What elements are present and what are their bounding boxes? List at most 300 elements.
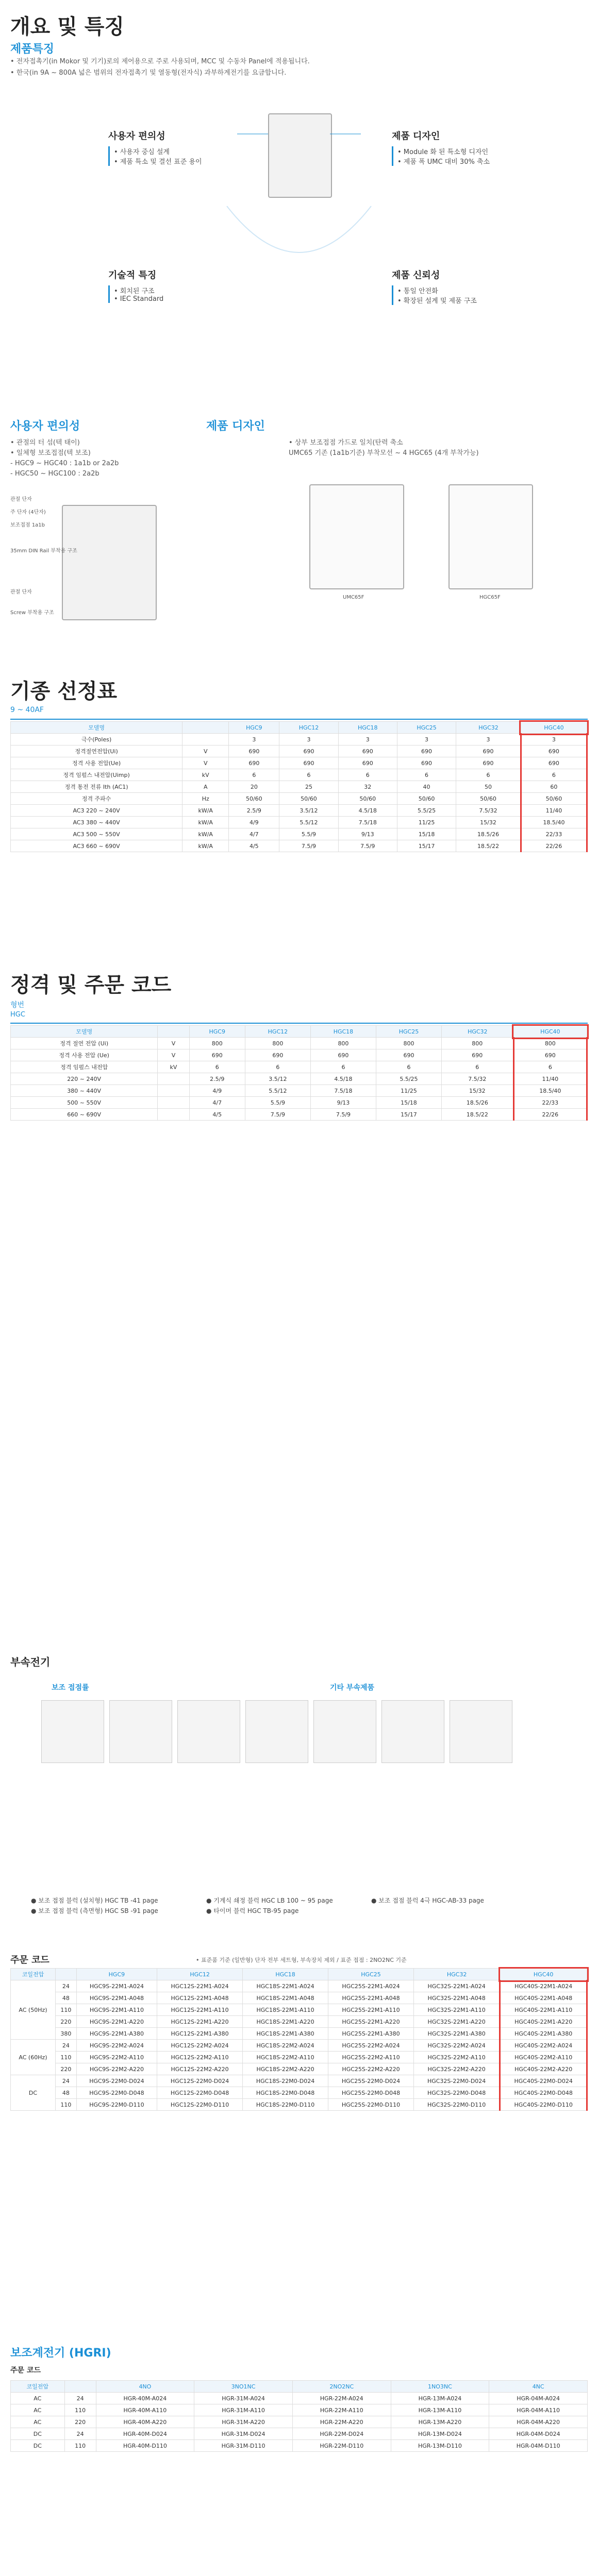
table-cell: 정격 통전 전류 Ith (AC1) xyxy=(11,781,182,793)
accessory-legend: ● 타이머 블럭 HGC TB-95 page xyxy=(206,1907,299,1914)
accessory-item xyxy=(109,1700,172,1763)
table-header-row xyxy=(11,2381,588,2393)
usability-label: 35mm DIN Rail 부착용 구조 xyxy=(10,548,77,554)
table-cell: HGC12S-22M2-A110 xyxy=(157,2052,243,2063)
hgc65-caption: HGC65F xyxy=(479,595,501,600)
table-cell: 110 xyxy=(64,2404,96,2416)
selection-table-title: 기종 선정표 xyxy=(10,680,118,703)
table-cell: 20 xyxy=(229,781,279,793)
table-cell: 22/26 xyxy=(521,840,587,852)
group-cell: AC (50Hz) xyxy=(11,1980,56,2040)
design-title: 제품 디자인 xyxy=(206,420,265,433)
feature-usability xyxy=(108,129,222,166)
table-cell: 3 xyxy=(229,734,279,745)
table-cell: HGC9S-22M1-A024 xyxy=(76,1980,157,1992)
table-row xyxy=(11,1085,587,1097)
table-cell: V xyxy=(182,745,229,757)
table-cell: Hz xyxy=(182,793,229,805)
table-cell: 6 xyxy=(310,1061,376,1073)
table-row xyxy=(11,2393,588,2404)
table-cell: 2.5/9 xyxy=(229,805,279,817)
usability-label: 관절 단자 xyxy=(10,589,32,595)
accessory-item xyxy=(381,1700,444,1763)
table-cell: V xyxy=(182,757,229,769)
table-cell: HGC32S-22M2-A110 xyxy=(413,2052,500,2063)
table-cell: 정격 사용 전압 (Ue) xyxy=(11,1049,158,1061)
order-code-table xyxy=(10,1968,588,2111)
table-row xyxy=(11,734,587,745)
table-row xyxy=(11,745,587,757)
table-cell: 690 xyxy=(513,1049,587,1061)
table-cell: HGR-13M-A110 xyxy=(391,2404,489,2416)
table-row xyxy=(11,1049,587,1061)
table-cell: 5.5/12 xyxy=(245,1085,310,1097)
table-header: HGC25 xyxy=(376,1026,441,1038)
rating-model: HGC xyxy=(10,1011,25,1019)
table-cell: HGR-13M-D024 xyxy=(391,2428,489,2440)
table-cell: 6 xyxy=(338,769,397,781)
feature-reliability xyxy=(392,268,505,305)
table-cell: 220 xyxy=(55,2016,76,2028)
table-cell: HGC25S-22M0-D024 xyxy=(328,2075,414,2087)
usability-item: - HGC50 ~ HGC100 : 2a2b xyxy=(10,470,99,478)
table-cell: 690 xyxy=(397,757,456,769)
accessory-legend: ● 기계식 쇄정 블럭 HGC LB 100 ~ 95 page xyxy=(206,1897,333,1904)
table-cell: 690 xyxy=(456,745,521,757)
group-cell: AC (60Hz) xyxy=(11,2040,56,2075)
table-cell: 50/60 xyxy=(521,793,587,805)
table-cell: 4/7 xyxy=(189,1097,245,1109)
table-cell: 18.5/22 xyxy=(456,840,521,852)
table-header: 1NO3NC xyxy=(391,2381,489,2393)
table-cell: AC3 500 ~ 550V xyxy=(11,828,182,840)
table-cell: HGC32S-22M2-A024 xyxy=(413,2040,500,2052)
table-cell: 4/5 xyxy=(189,1109,245,1121)
table-cell: HGC12S-22M1-A024 xyxy=(157,1980,243,1992)
table-cell: 7.5/9 xyxy=(279,840,338,852)
table-cell: HGC25S-22M2-A024 xyxy=(328,2040,414,2052)
table-cell: 15/17 xyxy=(376,1109,441,1121)
table-cell: 690 xyxy=(310,1049,376,1061)
feature-technical-item: • IEC Standard xyxy=(114,295,164,303)
table-cell: 690 xyxy=(245,1049,310,1061)
table-cell: 500 ~ 550V xyxy=(11,1097,158,1109)
table-cell: 660 ~ 690V xyxy=(11,1109,158,1121)
table-cell: HGC40S-22M1-A024 xyxy=(500,1980,587,1992)
table-row xyxy=(11,2016,587,2028)
table-cell: HGC18S-22M2-A110 xyxy=(243,2052,328,2063)
table-cell: 3 xyxy=(456,734,521,745)
table-cell: HGC32S-22M1-A024 xyxy=(413,1980,500,1992)
table-cell: A xyxy=(182,781,229,793)
table-cell: 800 xyxy=(245,1038,310,1049)
table-cell: HGC18S-22M1-A380 xyxy=(243,2028,328,2040)
table-cell: 6 xyxy=(189,1061,245,1073)
usability-label: 관절 단자 xyxy=(10,497,32,502)
table-cell: HGR-13M-D110 xyxy=(391,2440,489,2452)
table-cell xyxy=(158,1073,189,1085)
table-row xyxy=(11,2428,588,2440)
table-cell: 4/5 xyxy=(229,840,279,852)
feature-reliability-item: • 확장된 설계 및 제품 구조 xyxy=(397,297,477,305)
table-cell: 24 xyxy=(64,2393,96,2404)
table-row xyxy=(11,2440,588,2452)
table-cell: HGR-31M-D110 xyxy=(194,2440,293,2452)
table-cell: 9/13 xyxy=(338,828,397,840)
group-cell: DC xyxy=(11,2075,56,2111)
table-cell: HGR-13M-A024 xyxy=(391,2393,489,2404)
table-cell: HGC12S-22M1-A380 xyxy=(157,2028,243,2040)
table-cell: 5.5/9 xyxy=(279,828,338,840)
table-cell: HGR-31M-A024 xyxy=(194,2393,293,2404)
table-cell: HGC32S-22M0-D110 xyxy=(413,2099,500,2111)
table-cell: HGC9S-22M2-A024 xyxy=(76,2040,157,2052)
table-cell: 110 xyxy=(55,2052,76,2063)
table-row xyxy=(11,805,587,817)
overview-desc1: • 전자접촉기(in Mokor 및 기기)로의 제어용으로 주로 사용되며, MCC 및 수동차 Panel에 적용됩니다. xyxy=(10,58,310,65)
table-cell: 6 xyxy=(441,1061,513,1073)
table-cell: 690 xyxy=(456,757,521,769)
table-header-row xyxy=(11,1026,587,1038)
table-cell: 18.5/26 xyxy=(456,828,521,840)
table-header: HGC9 xyxy=(189,1026,245,1038)
table-row xyxy=(11,793,587,805)
table-row xyxy=(11,781,587,793)
table-cell: HGC40S-22M2-A110 xyxy=(500,2052,587,2063)
table-header xyxy=(64,2381,96,2393)
rating-order-title: 정격 및 주문 코드 xyxy=(10,973,172,997)
table-cell: HGC32S-22M1-A048 xyxy=(413,1992,500,2004)
table-cell: 690 xyxy=(229,745,279,757)
table-cell: HGC18S-22M1-A024 xyxy=(243,1980,328,1992)
table-cell: 3 xyxy=(279,734,338,745)
table-cell: 15/18 xyxy=(397,828,456,840)
feature-usability-title: 사용자 편의성 xyxy=(108,131,165,142)
table-cell: 50/60 xyxy=(338,793,397,805)
table-cell: HGC32S-22M2-A220 xyxy=(413,2063,500,2075)
table-cell: 18.5/26 xyxy=(441,1097,513,1109)
table-header: HGC32 xyxy=(456,722,521,734)
table-cell: HGC9S-22M1-A110 xyxy=(76,2004,157,2016)
table-cell: 40 xyxy=(397,781,456,793)
table-cell: 220 xyxy=(64,2416,96,2428)
table-cell: 3.5/12 xyxy=(279,805,338,817)
table-header: HGC18 xyxy=(310,1026,376,1038)
feature-design-title: 제품 디자인 xyxy=(392,131,440,142)
table-cell: HGR-31M-A110 xyxy=(194,2404,293,2416)
table-cell: HGC18S-22M1-A220 xyxy=(243,2016,328,2028)
table-cell: HGC40S-22M2-A220 xyxy=(500,2063,587,2075)
table-cell: 690 xyxy=(441,1049,513,1061)
table-header: HGC18 xyxy=(243,1969,328,1980)
table-cell: 690 xyxy=(338,745,397,757)
table-row xyxy=(11,769,587,781)
feature-reliability-item: • 통일 안전화 xyxy=(397,287,438,295)
table-cell: 690 xyxy=(189,1049,245,1061)
table-cell: 24 xyxy=(55,1980,76,1992)
relay-sub: 주문 코드 xyxy=(10,2366,41,2375)
table-cell: HGC12S-22M2-A220 xyxy=(157,2063,243,2075)
table-cell: DC xyxy=(11,2440,65,2452)
table-cell: 6 xyxy=(521,769,587,781)
table-cell: HGC25S-22M1-A220 xyxy=(328,2016,414,2028)
order-code-note: • 표준품 기준 (일반형) 단자 전부 세트형, 부속장치 제외 / 표준 접점 : 2NO2NC 기준 xyxy=(196,1957,407,1963)
table-row xyxy=(11,1038,587,1049)
table-row xyxy=(11,2052,587,2063)
table-cell: HGC12S-22M0-D110 xyxy=(157,2099,243,2111)
table-header: 모델명 xyxy=(11,722,182,734)
table-cell: HGC32S-22M1-A220 xyxy=(413,2016,500,2028)
accessory-legend: ● 보조 접점 블럭 (설치형) HGC TB -41 page xyxy=(31,1897,158,1904)
table-cell: 9/13 xyxy=(310,1097,376,1109)
table-cell: 11/40 xyxy=(521,805,587,817)
table-cell: AC xyxy=(11,2404,65,2416)
table-cell: 380 xyxy=(55,2028,76,2040)
table-cell: 7.5/32 xyxy=(456,805,521,817)
table-cell: V xyxy=(158,1038,189,1049)
table-cell: HGR-31M-D024 xyxy=(194,2428,293,2440)
table-row xyxy=(11,2028,587,2040)
table-cell: HGC12S-22M1-A048 xyxy=(157,1992,243,2004)
selection-table xyxy=(10,721,588,852)
table-row xyxy=(11,1992,587,2004)
table-cell: HGR-40M-A024 xyxy=(96,2393,194,2404)
table-cell: 18.5/40 xyxy=(521,817,587,828)
table-cell: 690 xyxy=(338,757,397,769)
table-cell: 4/9 xyxy=(229,817,279,828)
table-cell: 18.5/22 xyxy=(441,1109,513,1121)
usability-item: - HGC9 ~ HGC40 : 1a1b or 2a2b xyxy=(10,460,119,467)
table-cell: 60 xyxy=(521,781,587,793)
table-cell: HGC25S-22M2-A220 xyxy=(328,2063,414,2075)
table-header: HGC40 xyxy=(521,722,587,734)
table-cell: 3 xyxy=(397,734,456,745)
table-header: HGC12 xyxy=(245,1026,310,1038)
table-cell: 4/7 xyxy=(229,828,279,840)
table-cell: HGC9S-22M1-A380 xyxy=(76,2028,157,2040)
table-cell: 690 xyxy=(279,745,338,757)
table-header: HGC25 xyxy=(328,1969,414,1980)
table-header: HGC9 xyxy=(76,1969,157,1980)
usability-label: 주 단자 (4단자) xyxy=(10,510,46,515)
overview-title: 개요 및 특징 xyxy=(10,15,125,39)
usability-item: • 일체형 보조접점(텍 보조) xyxy=(10,449,91,457)
table-cell: HGC12S-22M1-A110 xyxy=(157,2004,243,2016)
table-cell: 7.5/18 xyxy=(310,1085,376,1097)
table-cell: 220 ~ 240V xyxy=(11,1073,158,1085)
table-cell: 15/17 xyxy=(397,840,456,852)
feature-design-item: • Module 화 된 특소형 디자인 xyxy=(397,148,489,156)
table-header: 코일전압 xyxy=(11,2381,65,2393)
table-cell: HGC32S-22M1-A380 xyxy=(413,2028,500,2040)
table-row xyxy=(11,2087,587,2099)
table-header: HGC12 xyxy=(157,1969,243,1980)
usability-list xyxy=(10,438,165,479)
table-cell: 정격 주파수 xyxy=(11,793,182,805)
table-cell: 690 xyxy=(279,757,338,769)
table-cell: 24 xyxy=(55,2040,76,2052)
table-cell: kV xyxy=(158,1061,189,1073)
table-cell: 22/33 xyxy=(513,1097,587,1109)
table-cell: 정격 임펄스 내전압 xyxy=(11,1061,158,1073)
table-header: 4NO xyxy=(96,2381,194,2393)
table-row xyxy=(11,2004,587,2016)
feature-usability-item: • 사용자 중심 설계 xyxy=(114,148,170,156)
order-code-title: 주문 코드 xyxy=(10,1955,49,1965)
design-list xyxy=(289,438,577,459)
table-cell: 7.5/32 xyxy=(441,1073,513,1085)
table-cell: HGR-40M-D024 xyxy=(96,2428,194,2440)
table-header xyxy=(182,722,229,734)
table-header: HGC32 xyxy=(441,1026,513,1038)
table-header: HGC40 xyxy=(513,1026,587,1038)
table-header: 3NO1NC xyxy=(194,2381,293,2393)
table-cell: DC xyxy=(11,2428,65,2440)
table-cell: 690 xyxy=(521,757,587,769)
table-cell: 6 xyxy=(456,769,521,781)
table-cell: 32 xyxy=(338,781,397,793)
table-cell: HGR-13M-A220 xyxy=(391,2416,489,2428)
table-cell: 800 xyxy=(441,1038,513,1049)
table-cell xyxy=(182,734,229,745)
table-cell: 110 xyxy=(55,2004,76,2016)
table-cell: HGC40S-22M0-D024 xyxy=(500,2075,587,2087)
table-cell: HGR-22M-A024 xyxy=(292,2393,391,2404)
divider xyxy=(10,1023,588,1024)
table-cell: 7.5/9 xyxy=(245,1109,310,1121)
table-cell: 690 xyxy=(229,757,279,769)
table-header: 모델명 xyxy=(11,1026,158,1038)
feature-technical-title: 기술적 특징 xyxy=(108,270,157,281)
table-cell: 7.5/18 xyxy=(338,817,397,828)
accessory-item xyxy=(177,1700,240,1763)
table-cell: 4.5/18 xyxy=(338,805,397,817)
table-cell: 6 xyxy=(513,1061,587,1073)
accessory-item xyxy=(313,1700,376,1763)
feature-usability-item: • 제품 특소 및 결선 표준 용이 xyxy=(114,158,202,166)
table-cell: HGC40S-22M0-D110 xyxy=(500,2099,587,2111)
table-cell: 690 xyxy=(521,745,587,757)
table-cell: 11/40 xyxy=(513,1073,587,1085)
table-cell: kW/A xyxy=(182,840,229,852)
table-cell: 110 xyxy=(64,2440,96,2452)
table-cell: HGC18S-22M1-A048 xyxy=(243,1992,328,2004)
accessory-legend: ● 보조 접점 블럭 4극 HGC-AB-33 page xyxy=(371,1897,484,1904)
table-header xyxy=(158,1026,189,1038)
accessory-item xyxy=(41,1700,104,1763)
table-cell: HGC25S-22M1-A380 xyxy=(328,2028,414,2040)
design-item: UMC65 기존 (1a1b기준) 부착모선 ~ 4 HGC65 (4개 부착가능) xyxy=(289,449,479,457)
table-cell: kW/A xyxy=(182,817,229,828)
accessory-images xyxy=(41,1700,512,1763)
table-cell: 690 xyxy=(376,1049,441,1061)
table-cell: HGR-31M-A220 xyxy=(194,2416,293,2428)
table-cell: 50/60 xyxy=(397,793,456,805)
table-header-row xyxy=(11,1969,587,1980)
table-cell: HGC32S-22M0-D024 xyxy=(413,2075,500,2087)
table-cell: 50/60 xyxy=(279,793,338,805)
table-cell: HGC40S-22M1-A110 xyxy=(500,2004,587,2016)
usability-product-image xyxy=(62,505,157,620)
table-cell: HGC18S-22M2-A220 xyxy=(243,2063,328,2075)
table-cell: HGC25S-22M2-A110 xyxy=(328,2052,414,2063)
table-cell: 24 xyxy=(55,2075,76,2087)
table-cell: 22/26 xyxy=(513,1109,587,1121)
table-cell: HGC40S-22M0-D048 xyxy=(500,2087,587,2099)
table-cell: 6 xyxy=(279,769,338,781)
table-cell: HGR-22M-D024 xyxy=(292,2428,391,2440)
table-cell: 6 xyxy=(397,769,456,781)
table-row xyxy=(11,828,587,840)
table-cell: 22/33 xyxy=(521,828,587,840)
table-cell: AC3 220 ~ 240V xyxy=(11,805,182,817)
table-cell: 5.5/12 xyxy=(279,817,338,828)
table-cell: HGC12S-22M1-A220 xyxy=(157,2016,243,2028)
other-acc-label: 기타 부속제품 xyxy=(330,1684,375,1692)
table-cell: 5.5/25 xyxy=(397,805,456,817)
table-cell: 24 xyxy=(64,2428,96,2440)
table-row xyxy=(11,840,587,852)
table-cell: 11/25 xyxy=(376,1085,441,1097)
divider xyxy=(10,719,588,720)
relay-table xyxy=(10,2380,588,2452)
table-header: HGC25 xyxy=(397,722,456,734)
table-cell: HGR-22M-A220 xyxy=(292,2416,391,2428)
table-cell: 6 xyxy=(376,1061,441,1073)
table-cell: 15/32 xyxy=(456,817,521,828)
table-row xyxy=(11,817,587,828)
table-cell: HGC40S-22M1-A220 xyxy=(500,2016,587,2028)
feature-reliability-title: 제품 신뢰성 xyxy=(392,270,440,281)
table-row xyxy=(11,2063,587,2075)
table-cell: HGR-22M-A110 xyxy=(292,2404,391,2416)
table-header: HGC32 xyxy=(413,1969,500,1980)
accessories-title: 부속전기 xyxy=(10,1656,51,1668)
table-cell: HGC25S-22M0-D110 xyxy=(328,2099,414,2111)
table-cell: HGC9S-22M0-D048 xyxy=(76,2087,157,2099)
table-header: 4NC xyxy=(489,2381,588,2393)
table-cell: 800 xyxy=(376,1038,441,1049)
table-row xyxy=(11,1097,587,1109)
rating-table xyxy=(10,1025,588,1121)
table-cell: HGR-22M-D110 xyxy=(292,2440,391,2452)
table-cell: 극수(Poles) xyxy=(11,734,182,745)
table-cell: 4.5/18 xyxy=(310,1073,376,1085)
table-cell: HGC9S-22M2-A220 xyxy=(76,2063,157,2075)
table-cell: 3 xyxy=(338,734,397,745)
table-cell: HGR-40M-A220 xyxy=(96,2416,194,2428)
table-header: HGC9 xyxy=(229,722,279,734)
table-cell: HGR-04M-D024 xyxy=(489,2428,588,2440)
table-row xyxy=(11,1109,587,1121)
usability-title: 사용자 편의성 xyxy=(10,420,80,433)
table-cell xyxy=(158,1097,189,1109)
table-cell: 정격 임펄스 내전압(Uimp) xyxy=(11,769,182,781)
feature-design-item: • 제품 폭 UMC 대비 30% 축소 xyxy=(397,158,490,166)
aux-contact-label: 보조 접점률 xyxy=(52,1684,89,1692)
table-cell: HGC25S-22M1-A024 xyxy=(328,1980,414,1992)
table-cell: 6 xyxy=(229,769,279,781)
table-header: HGC12 xyxy=(279,722,338,734)
feature-technical-item: • 회치된 구조 xyxy=(114,287,155,295)
feature-design xyxy=(392,129,505,166)
table-cell: 7.5/9 xyxy=(338,840,397,852)
table-cell: 5.5/25 xyxy=(376,1073,441,1085)
table-cell: AC3 380 ~ 440V xyxy=(11,817,182,828)
table-header: HGC18 xyxy=(338,722,397,734)
table-cell: 800 xyxy=(310,1038,376,1049)
table-cell: 50/60 xyxy=(229,793,279,805)
